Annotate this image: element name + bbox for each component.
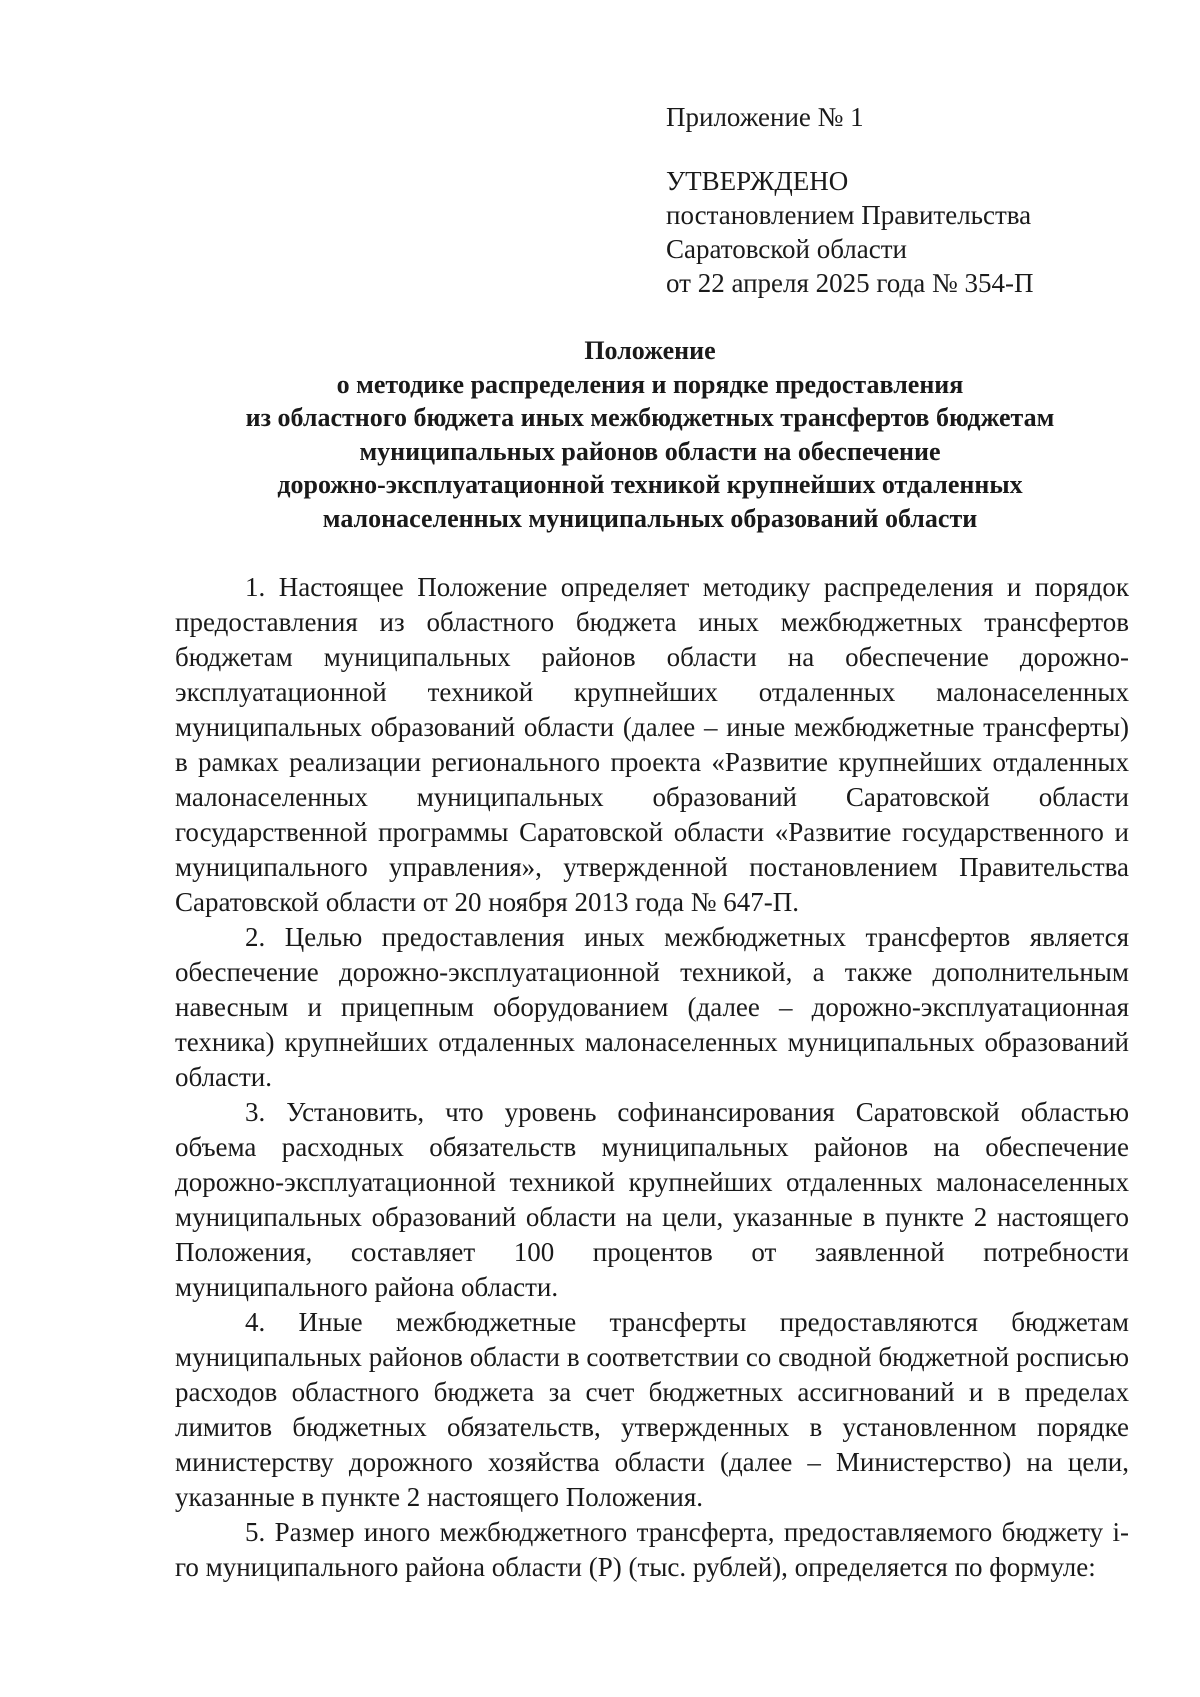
document-title [170,334,1130,535]
title-line-6: малонаселенных муниципальных образований области [322,503,978,533]
approval-spacer [666,134,1106,164]
paragraph-4: 4. Иные межбюджетные трансферты предоставляются бюджетам муниципальных районов области в соответствии со сводной бюджетной росписью расходов областного бюджета за счет бюджетных ассигнований и в пределах лимитов бюджетных обязательств, утвержденных в установленном порядке министерству дорожного хозяйства области (далее – Министерство) на цели, указанные в пункте 2 настоящего Положения. [175,1307,1129,1512]
approval-line-1: постановлением Правительства [666,200,1032,230]
approval-line-2: Саратовской области [666,234,907,264]
approval-block [666,100,1106,300]
paragraph-5: 5. Размер иного межбюджетного трансферта, предоставляемого бюджету i-го муниципального района области (P) (тыс. рублей), определяется по формуле: [175,1517,1129,1582]
title-line-2: о методике распределения и порядке предоставления [336,369,964,399]
title-line-4: муниципальных районов области на обеспечение [359,436,941,466]
paragraph-1: 1. Настоящее Положение определяет методику распределения и порядок предоставления из областного бюджета иных межбюджетных трансфертов бюджетам муниципальных районов области на обеспечение дорожно-эксплуатационной техникой крупнейших отдаленных малонаселенных муниципальных образований области (далее – иные межбюджетные трансферты) в рамках реализации регионального проекта «Развитие крупнейших отдаленных малонаселенных муниципальных образований Саратовской области государственной программы Саратовской области «Развитие государственного и муниципального управления», утвержденной постановлением Правительства Саратовской области от 20 ноября 2013 года № 647-П. [175,572,1129,917]
title-line-1: Положение [584,336,716,365]
appendix-label: Приложение № 1 [666,102,864,132]
title-line-5: дорожно-эксплуатационной техникой крупнейших отдаленных [277,470,1023,499]
paragraph-3: 3. Установить, что уровень софинансирования Саратовской областью объема расходных обязательств муниципальных районов на обеспечение дорожно-эксплуатационной техникой крупнейших отдаленных малонаселенных муниципальных образований области на цели, указанные в пункте 2 настоящего Положения, составляет 100 процентов от заявленной потребности муниципального района области. [175,1097,1129,1302]
paragraph-2: 2. Целью предоставления иных межбюджетных трансфертов является обеспечение дорожно-эксплуатационной техникой, а также дополнительным навесным и прицепным оборудованием (далее – дорожно-эксплуатационная техника) крупнейших отдаленных малонаселенных муниципальных образований области. [175,922,1129,1092]
title-line-3: из областного бюджета иных межбюджетных трансфертов бюджетам [245,403,1055,432]
document-body [175,570,1129,1585]
approval-line-3: от 22 апреля 2025 года № 354-П [666,268,1034,298]
approved-stamp: УТВЕРЖДЕНО [666,166,849,196]
